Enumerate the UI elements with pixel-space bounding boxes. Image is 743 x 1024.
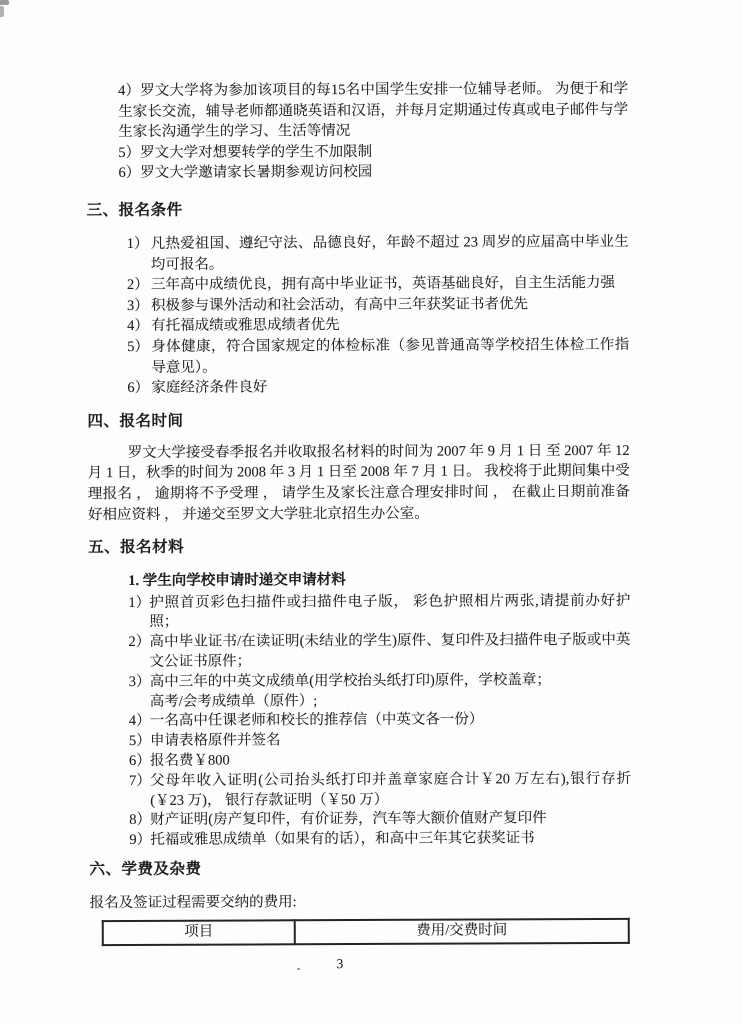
item-number: 4） xyxy=(127,318,149,335)
item-number: 3） xyxy=(128,673,151,690)
item-text: 高中毕业证书/在读证明(未结业的学生)原件、复印件及扫描件电子版或中英文公证书原件； xyxy=(149,632,631,670)
list-item xyxy=(127,314,629,337)
application-time-paragraph: 罗文大学接受春季报名并收取报名材料的时间为 2007 年 9 月 1 日 至 2007 年 12 月 1 日，秋季的时间为 2008 年 3 月 1 日至 2008 年 7 月 1 日。 我校将于此期间集中受理报名 ， 逾期将不予受理 ， 请学生及家长注意合理安排时间 ， 在截止日期前准备好相应资料 ， 并递交至罗文大学驻北京招生办公室。 xyxy=(87,442,630,523)
list-item xyxy=(127,294,629,317)
scan-artifact xyxy=(0,0,9,5)
list-item xyxy=(129,750,631,772)
list-item xyxy=(127,376,629,399)
item-number: 6） xyxy=(128,752,151,770)
item-text-line2: 高考/会考成绩单（原件）; xyxy=(149,692,318,710)
materials-subheading: 1. 学生向学校申请时递交申请材料 xyxy=(128,572,346,590)
item-text xyxy=(150,671,631,713)
document-page xyxy=(86,79,632,976)
list-item: 4）罗文大学将为参加该项目的每15名中国学生安排一位辅导老师。 为便于和学生家长交流，辅导老师都通晓英语和汉语，并每月定期通过传真或电子邮件与学生家长沟通学生的学习、生活等情况 xyxy=(118,80,629,141)
item-text: 申请表格原件并签名 xyxy=(149,732,281,750)
list-item: 5）罗文大学对想要转学的学生不加限制 xyxy=(118,143,373,161)
list-item xyxy=(129,730,631,752)
item-text: 凡热爱祖国、遵纪守法、品德良好，年龄不超过 23 周岁的应届高中毕业生均可报名。 xyxy=(150,233,629,273)
item-number: 2） xyxy=(128,634,151,651)
materials-list xyxy=(88,592,631,852)
item-number: 5） xyxy=(127,338,149,355)
section-heading-tuition-fees: 六、学费及杂费 xyxy=(89,860,202,879)
fees-table xyxy=(102,917,630,945)
list-item xyxy=(127,232,629,275)
item-text: 家庭经济条件良好 xyxy=(151,379,268,397)
item-number: 3） xyxy=(126,297,149,314)
item-number: 1） xyxy=(128,594,151,611)
item-text: 护照首页彩色扫描件或扫描件电子版， 彩色护照相片两张,请提前办好护照； xyxy=(149,592,631,631)
list-item xyxy=(129,710,631,732)
section-heading-application-requirements: 三、报名条件 xyxy=(86,201,183,220)
item-text: 财产证明(房产复印件，有价证券，汽车等大额价值财产复印件 xyxy=(150,810,547,829)
item-text: 托福或雅思成绩单（如果有的话），和高中三年其它获奖证书 xyxy=(150,830,535,849)
item-text: 父母年收入证明(公司抬头纸打印并盖章家庭合计￥20 万左右),银行存折(￥23 万)， 银行存款证明（￥50 万） xyxy=(150,770,632,809)
item-text: 身体健康，符合国家规定的体检标准（参见普通高等学校招生体检工作指导意见）。 xyxy=(151,336,630,376)
item-text: 积极参与课外活动和社会活动，有高中三年获奖证书者优先 xyxy=(150,296,529,314)
fees-table-header-item: 项目 xyxy=(103,920,295,945)
intro-list xyxy=(86,79,628,184)
list-item: 6）罗文大学邀请家长暑期参观访问校园 xyxy=(118,164,373,182)
section-heading-application-time: 四、报名时间 xyxy=(87,412,184,430)
item-number: 4） xyxy=(128,713,151,730)
item-text: 报名费￥800 xyxy=(149,752,230,769)
fees-table-header-row xyxy=(103,918,629,944)
item-text: 一名高中任课老师和校长的推荐信（中英文各一份） xyxy=(149,711,484,730)
requirements-list xyxy=(87,232,630,399)
fee-intro-text: 报名及签证过程需要交纳的费用: xyxy=(89,894,297,912)
fees-table-header-fee-time: 费用/交费时间 xyxy=(295,918,629,943)
item-number: 6） xyxy=(127,380,150,397)
item-number: 1） xyxy=(126,235,149,252)
item-number: 5） xyxy=(128,733,151,750)
item-number: 8） xyxy=(129,812,152,829)
item-text: 三年高中成绩优良，拥有高中毕业证书，英语基础良好，自主生活能力强 xyxy=(150,275,615,294)
item-number: 2） xyxy=(126,277,149,294)
list-item xyxy=(129,829,631,851)
item-text-line1: 高中三年的中英文成绩单(用学校抬头纸打印)原件，学校盖章； xyxy=(149,672,551,690)
scan-artifact xyxy=(297,968,300,970)
page-number: 3 xyxy=(336,955,344,971)
list-item xyxy=(127,273,629,296)
scan-artifact xyxy=(0,6,4,17)
list-item xyxy=(128,631,630,673)
list-item xyxy=(129,671,631,713)
item-number: 7） xyxy=(129,772,151,789)
list-item xyxy=(129,809,631,831)
section-heading-application-materials: 五、报名材料 xyxy=(88,538,185,557)
item-number: 9） xyxy=(129,832,152,849)
list-item xyxy=(127,335,629,378)
list-item xyxy=(128,592,630,634)
item-text: 有托福成绩或雅思成绩者优先 xyxy=(151,317,340,335)
list-item xyxy=(129,770,631,812)
